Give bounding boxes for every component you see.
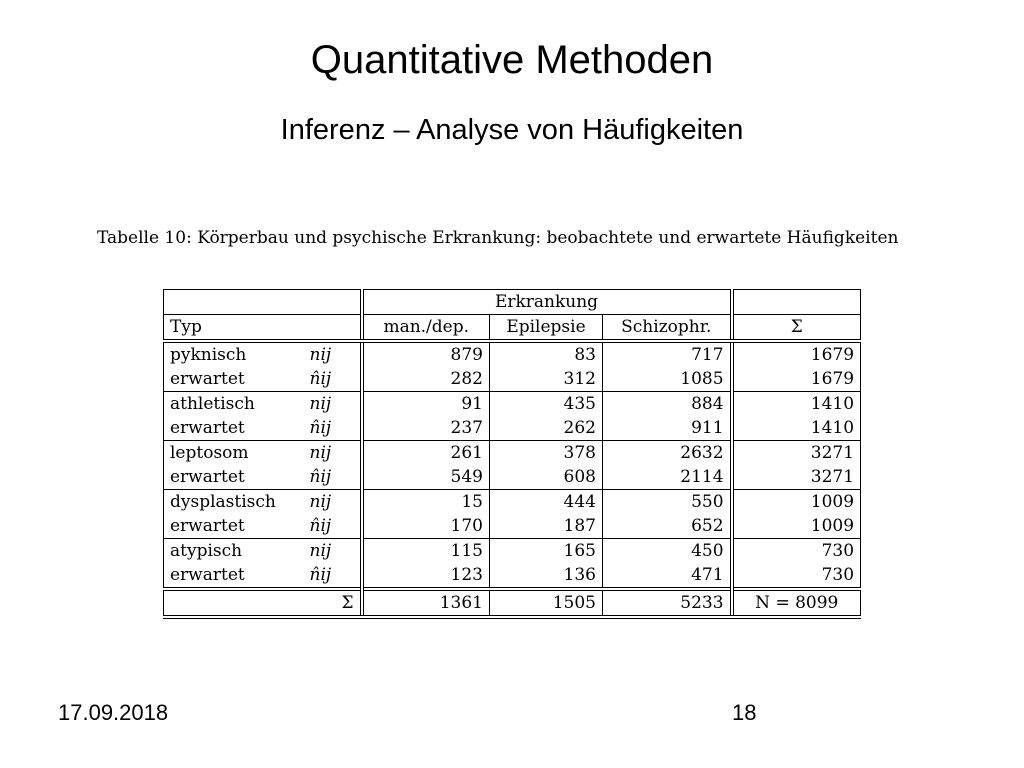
table-cell: 1009 <box>732 514 861 539</box>
obs-symbol: nij <box>304 490 362 515</box>
table-cell: 1410 <box>732 416 861 441</box>
page-number: 18 <box>732 700 757 725</box>
col-header: Epilepsie <box>490 315 603 342</box>
table-cell: 378 <box>490 441 603 466</box>
table-cell: 608 <box>490 465 603 490</box>
exp-symbol: n̂ij <box>309 564 332 585</box>
table-cell: 123 <box>362 563 490 589</box>
row-type: atypisch <box>164 539 304 564</box>
row-expected-label: erwartet <box>164 514 304 539</box>
table-cell: 549 <box>362 465 490 490</box>
table-row <box>164 563 861 589</box>
table-cell: 165 <box>490 539 603 564</box>
table-cell: 730 <box>732 563 861 589</box>
table-row <box>164 441 861 466</box>
table-row <box>164 416 861 441</box>
table-cell: 435 <box>490 392 603 417</box>
table-cell: 1679 <box>732 341 861 367</box>
row-type: pyknisch <box>164 341 304 367</box>
footer-date: 17.09.2018 <box>58 700 169 725</box>
table-cell: 3271 <box>732 465 861 490</box>
row-expected-label: erwartet <box>164 465 304 490</box>
table-cell: 83 <box>490 341 603 367</box>
table-cell: 884 <box>603 392 732 417</box>
table-cell: 1085 <box>680 368 724 389</box>
group-header: Erkrankung <box>362 290 732 315</box>
table-cell: 879 <box>362 341 490 367</box>
table-cell: 262 <box>490 416 603 441</box>
slide-subtitle: Inferenz – Analyse von Häufigkeiten <box>280 114 744 146</box>
row-type: leptosom <box>164 441 304 466</box>
total-cell: 1361 <box>362 589 490 617</box>
obs-symbol: nij <box>304 392 362 417</box>
table-cell: 652 <box>691 515 724 536</box>
total-cell: 1505 <box>490 589 603 617</box>
row-type: athletisch <box>164 392 304 417</box>
table-cell: 471 <box>691 564 724 585</box>
table-cell: 730 <box>732 539 861 564</box>
table-row <box>164 465 861 490</box>
table-cell: 2114 <box>680 466 724 487</box>
table-cell: 261 <box>362 441 490 466</box>
table-cell: 1009 <box>732 490 861 515</box>
obs-symbol: nij <box>309 344 332 365</box>
table-caption: Tabelle 10: Körperbau und psychische Erkrankung: beobachtete und erwartete Häufigkeiten <box>97 228 899 248</box>
table-cell: 450 <box>603 539 732 564</box>
table-row <box>164 490 861 515</box>
col-header: man./dep. <box>362 315 490 342</box>
table-cell: 282 <box>362 367 490 392</box>
table-row <box>164 539 861 564</box>
total-cell: N = 8099 <box>732 589 861 617</box>
col-header: Schizophr. <box>603 315 732 342</box>
table-row <box>164 514 861 539</box>
slide-title: Quantitative Methoden <box>310 38 714 82</box>
table-row <box>164 341 861 367</box>
row-expected-label: erwartet <box>164 367 304 392</box>
table-cell: 136 <box>490 563 603 589</box>
table-cell: 170 <box>362 514 490 539</box>
row-expected-label: erwartet <box>164 416 304 441</box>
table-cell: 444 <box>490 490 603 515</box>
table-cell: 1679 <box>732 367 861 392</box>
table-cell: 91 <box>362 392 490 417</box>
table-cell: 15 <box>362 490 490 515</box>
total-cell: 5233 <box>603 589 732 617</box>
table-cell: 3271 <box>732 441 861 466</box>
table-row <box>164 367 861 392</box>
table-cell: 550 <box>603 490 732 515</box>
col-header: Σ <box>732 315 861 342</box>
table-cell: 911 <box>691 417 724 438</box>
table-row <box>164 392 861 417</box>
obs-symbol: nij <box>304 441 362 466</box>
table-cell: 717 <box>691 344 724 365</box>
row-type: dysplastisch <box>164 490 304 515</box>
table-cell: 1410 <box>732 392 861 417</box>
column-header-row <box>164 315 861 342</box>
exp-symbol: n̂ij <box>309 368 332 389</box>
exp-symbol: n̂ij <box>309 466 332 487</box>
totals-label: Σ <box>164 589 362 617</box>
totals-row <box>164 589 861 617</box>
table-cell: 187 <box>490 514 603 539</box>
table-cell: 115 <box>362 539 490 564</box>
table-cell: 2632 <box>603 441 732 466</box>
exp-symbol: n̂ij <box>309 515 332 536</box>
row-expected-label: erwartet <box>164 563 304 589</box>
exp-symbol: n̂ij <box>309 417 332 438</box>
group-header-row <box>164 290 861 315</box>
obs-symbol: nij <box>304 539 362 564</box>
table-cell: 312 <box>490 367 603 392</box>
table-cell: 237 <box>362 416 490 441</box>
frequency-table <box>163 289 860 619</box>
col-header-typ: Typ <box>164 315 362 342</box>
